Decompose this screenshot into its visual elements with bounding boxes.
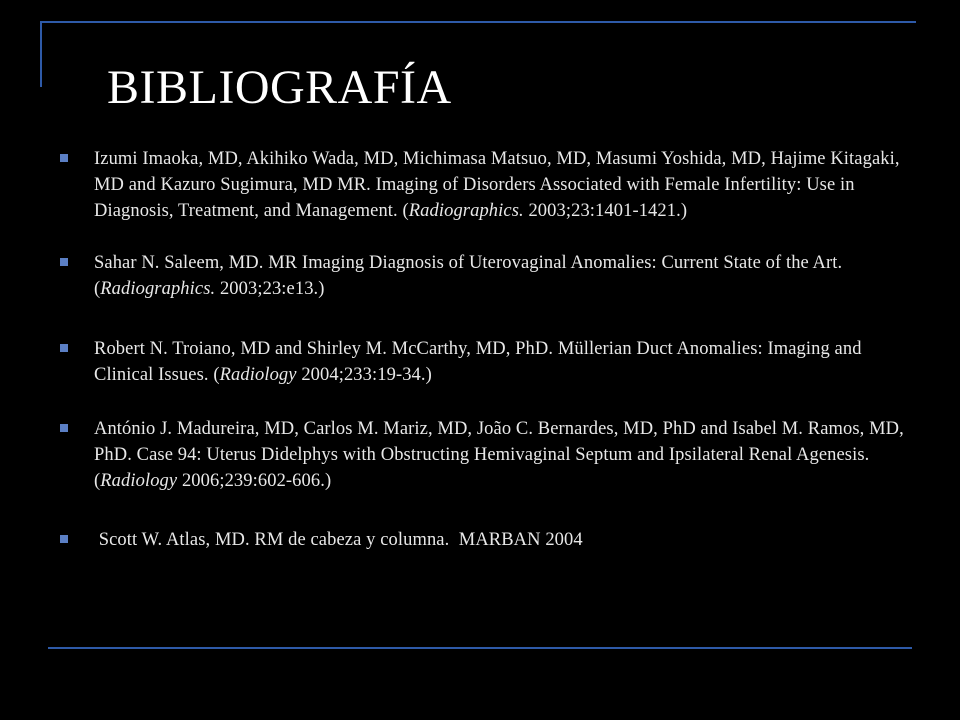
reference-citation: 2006;239:602-606.)	[177, 471, 332, 491]
reference-citation: 2004;233:19-34.)	[296, 365, 432, 385]
reference-text: Scott W. Atlas, MD. RM de cabeza y columna. MARBAN 2004	[94, 530, 583, 550]
square-bullet-icon	[60, 344, 68, 352]
journal-name: Radiology	[100, 471, 178, 491]
journal-name: Radiographics.	[408, 201, 524, 221]
list-item	[60, 250, 920, 302]
page-title: BIBLIOGRAFÍA	[107, 61, 452, 114]
journal-name: Radiographics.	[100, 279, 216, 299]
list-item	[60, 336, 920, 388]
reference-text: António J. Madureira, MD, Carlos M. Mariz, MD, João C. Bernardes, MD, PhD and Isabel M. Ramos, MD, PhD. Case 94: Uterus Didelphys with Obstructing Hemivaginal Septum and Ipsilateral Renal Agenesis. (	[94, 419, 904, 491]
reference-text: Sahar N. Saleem, MD. MR Imaging Diagnosis of Uterovaginal Anomalies: Current State of the Art. (	[94, 253, 843, 299]
reference-list	[60, 146, 920, 553]
reference-text: Izumi Imaoka, MD, Akihiko Wada, MD, Michimasa Matsuo, MD, Masumi Yoshida, MD, Hajime Kitagaki, MD and Kazuro Sugimura, MD MR. Imaging of Disorders Associated with Female Infertility: Use in Diagnosis, Treatment, and Management. (	[94, 149, 900, 221]
reference-text: Robert N. Troiano, MD and Shirley M. McCarthy, MD, PhD. Müllerian Duct Anomalies: Imaging and Clinical Issues. (	[94, 339, 862, 385]
left-rule	[40, 21, 42, 87]
list-item	[60, 416, 920, 494]
square-bullet-icon	[60, 154, 68, 162]
square-bullet-icon	[60, 424, 68, 432]
journal-name: Radiology	[219, 365, 297, 385]
reference-citation: 2003;23:1401-1421.)	[523, 201, 688, 221]
square-bullet-icon	[60, 535, 68, 543]
list-item	[60, 527, 920, 553]
top-rule	[40, 21, 916, 23]
reference-citation: 2003;23:e13.)	[215, 279, 325, 299]
square-bullet-icon	[60, 258, 68, 266]
bottom-rule	[48, 647, 912, 649]
list-item	[60, 146, 920, 224]
